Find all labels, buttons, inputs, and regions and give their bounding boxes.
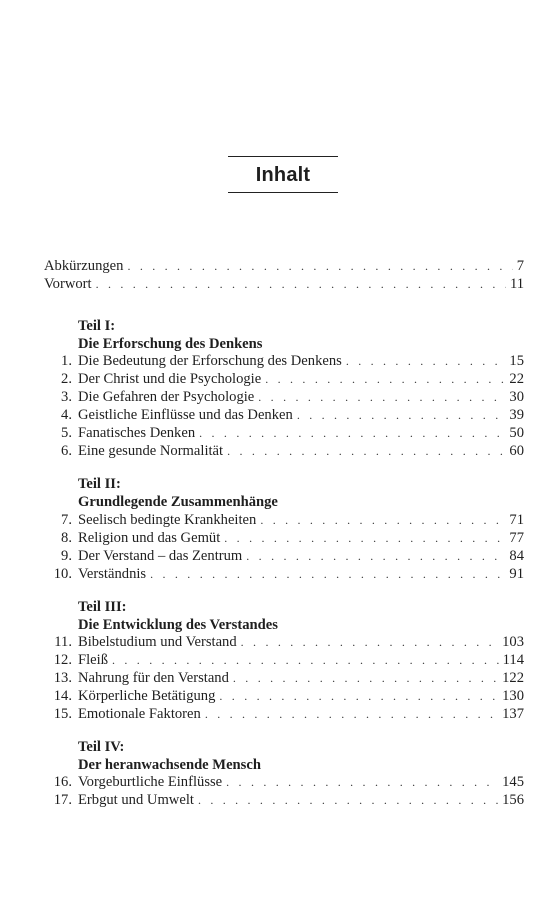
dot-leader — [241, 633, 498, 652]
entry-label: Die Bedeutung der Erforschung des Denkens — [78, 353, 342, 369]
part-1-title: Die Erforschung des Denkens — [78, 336, 263, 352]
toc-entry-chapter-14[interactable] — [44, 687, 524, 706]
toc-entry-chapter-7[interactable] — [44, 511, 524, 530]
entry-page: 30 — [509, 389, 524, 405]
entry-page: 145 — [502, 774, 524, 790]
part-1-heading: Teil I: — [78, 318, 116, 334]
chapter-number: 1. — [61, 353, 72, 369]
chapter-number: 16. — [53, 774, 72, 790]
entry-page: 39 — [509, 407, 524, 423]
part-3-title: Die Entwicklung des Verstandes — [78, 617, 278, 633]
dot-leader — [150, 565, 505, 584]
title-rule-bottom — [228, 192, 338, 193]
entry-page: 60 — [509, 443, 524, 459]
toc-entry-chapter-10[interactable] — [44, 565, 524, 584]
entry-label: Körperliche Betätigung — [78, 688, 216, 704]
entry-page: 137 — [502, 706, 524, 722]
dot-leader — [297, 406, 506, 425]
dot-leader — [198, 791, 498, 810]
entry-label: Erbgut und Umwelt — [78, 792, 194, 808]
entry-label: Eine gesunde Normalität — [78, 443, 224, 459]
entry-page: 122 — [502, 670, 524, 686]
dot-leader — [219, 687, 498, 706]
dot-leader — [226, 773, 498, 792]
chapter-number: 17. — [53, 792, 72, 808]
toc-entry-chapter-16[interactable] — [44, 773, 524, 792]
entry-page: 71 — [509, 512, 524, 528]
toc-entry-chapter-4[interactable] — [44, 406, 524, 425]
dot-leader — [224, 529, 505, 548]
entry-page: 7 — [516, 258, 524, 274]
toc-title: Inhalt — [255, 164, 311, 186]
toc-entry-chapter-1[interactable] — [44, 352, 524, 371]
chapter-number: 2. — [61, 371, 72, 387]
chapter-number: 4. — [61, 407, 72, 423]
toc-title-block — [228, 156, 338, 193]
chapter-number: 8. — [61, 530, 72, 546]
toc-entry-vorwort[interactable] — [44, 275, 524, 294]
part-3-heading: Teil III: — [78, 599, 127, 615]
entry-label: Religion und das Gemüt — [78, 530, 221, 546]
toc-entry-chapter-3[interactable] — [44, 388, 524, 407]
toc-entry-chapter-9[interactable] — [44, 547, 524, 566]
toc-entry-chapter-5[interactable] — [44, 424, 524, 443]
chapter-number: 11. — [54, 634, 72, 650]
toc-entry-chapter-17[interactable] — [44, 791, 524, 810]
entry-page: 114 — [502, 652, 524, 668]
entry-page: 84 — [509, 548, 524, 564]
entry-label: Fleiß — [78, 652, 108, 668]
dot-leader — [258, 388, 505, 407]
entry-page: 15 — [509, 353, 524, 369]
entry-page: 22 — [509, 371, 524, 387]
dot-leader — [246, 547, 505, 566]
dot-leader — [227, 442, 505, 461]
entry-label: Abkürzungen — [44, 258, 124, 274]
dot-leader — [233, 669, 498, 688]
chapter-number: 6. — [61, 443, 72, 459]
dot-leader — [96, 275, 506, 294]
chapter-number: 12. — [53, 652, 72, 668]
part-2-heading: Teil II: — [78, 476, 121, 492]
entry-label: Bibelstudium und Verstand — [78, 634, 237, 650]
chapter-number: 15. — [53, 706, 72, 722]
entry-page: 130 — [502, 688, 524, 704]
entry-label: Nahrung für den Verstand — [78, 670, 229, 686]
title-rule-top — [228, 156, 338, 157]
entry-label: Vorgeburtliche Einflüsse — [78, 774, 223, 790]
chapter-number: 7. — [61, 512, 72, 528]
entry-label: Vorwort — [44, 276, 92, 292]
dot-leader — [205, 705, 498, 724]
entry-label: Fanatisches Denken — [78, 425, 196, 441]
toc-entry-abkuerzungen[interactable] — [44, 257, 524, 276]
chapter-number: 3. — [61, 389, 72, 405]
toc-entry-chapter-15[interactable] — [44, 705, 524, 724]
part-2-title: Grundlegende Zusammenhänge — [78, 494, 278, 510]
entry-label: Verständnis — [78, 566, 147, 582]
entry-label: Der Christ und die Psychologie — [78, 371, 262, 387]
dot-leader — [199, 424, 505, 443]
toc-entry-chapter-6[interactable] — [44, 442, 524, 461]
entry-label: Seelisch bedingte Krankheiten — [78, 512, 257, 528]
entry-page: 50 — [509, 425, 524, 441]
entry-label: Der Verstand – das Zentrum — [78, 548, 243, 564]
entry-page: 91 — [509, 566, 524, 582]
toc-entry-chapter-12[interactable] — [44, 651, 524, 670]
entry-page: 156 — [502, 792, 524, 808]
chapter-number: 13. — [53, 670, 72, 686]
part-4-heading: Teil IV: — [78, 739, 125, 755]
dot-leader — [127, 257, 512, 276]
toc-entry-chapter-2[interactable] — [44, 370, 524, 389]
chapter-number: 14. — [53, 688, 72, 704]
dot-leader — [346, 352, 506, 371]
chapter-number: 10. — [53, 566, 72, 582]
chapter-number: 9. — [61, 548, 72, 564]
chapter-number: 5. — [61, 425, 72, 441]
part-4-title: Der heranwachsende Mensch — [78, 757, 261, 773]
dot-leader — [112, 651, 499, 670]
entry-label: Die Gefahren der Psychologie — [78, 389, 255, 405]
entry-label: Geistliche Einflüsse und das Denken — [78, 407, 293, 423]
toc-entry-chapter-11[interactable] — [44, 633, 524, 652]
entry-page: 77 — [509, 530, 524, 546]
entry-page: 11 — [509, 276, 524, 292]
entry-label: Emotionale Faktoren — [78, 706, 201, 722]
toc-entry-chapter-8[interactable] — [44, 529, 524, 548]
entry-page: 103 — [502, 634, 524, 650]
toc-entry-chapter-13[interactable] — [44, 669, 524, 688]
dot-leader — [265, 370, 505, 389]
dot-leader — [260, 511, 505, 530]
